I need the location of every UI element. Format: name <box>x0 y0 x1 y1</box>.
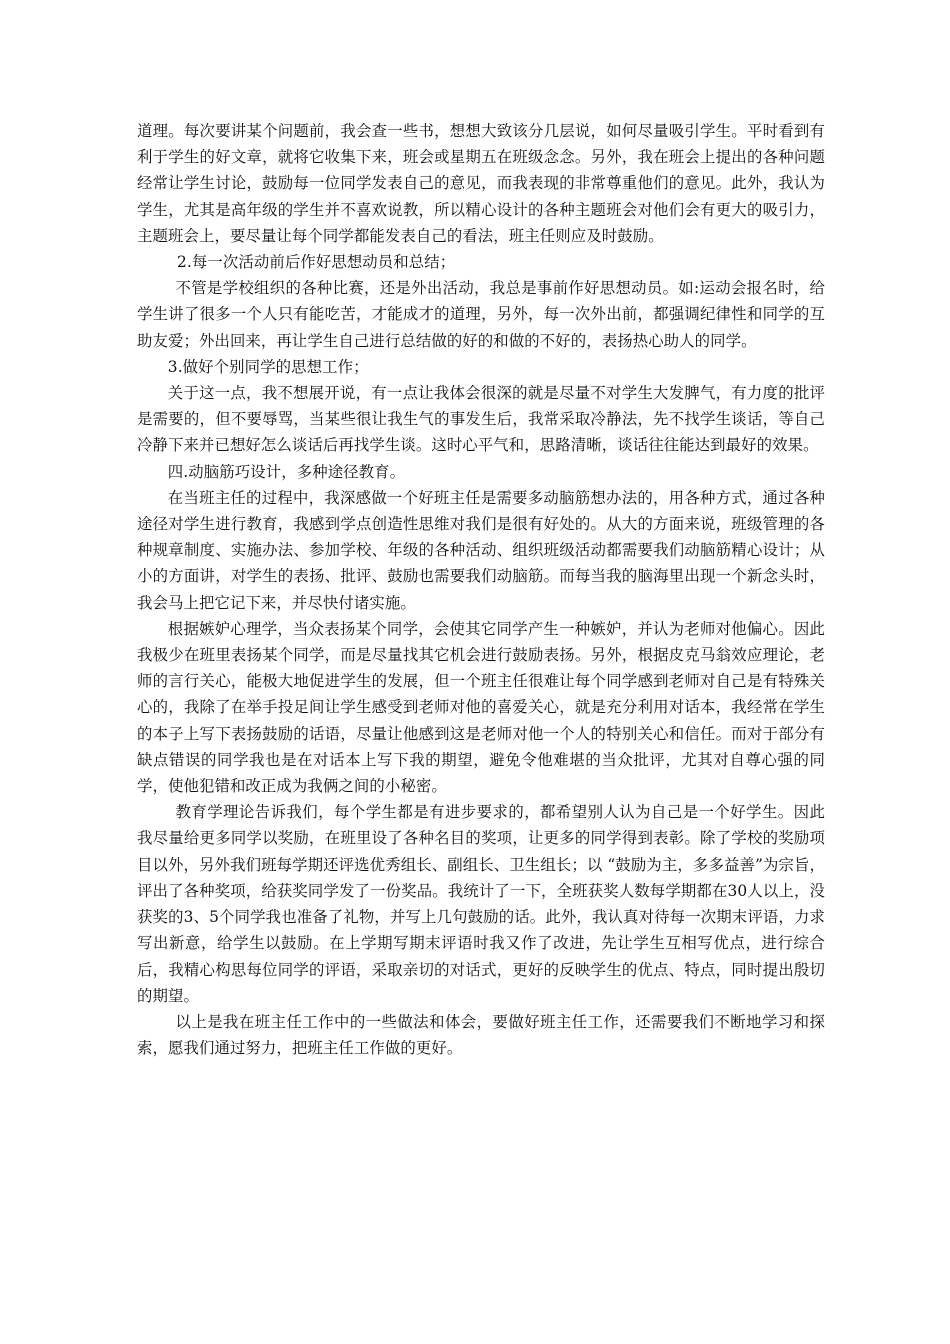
section-heading: 四.动脑筋巧设计，多种途径教育。 <box>167 462 406 481</box>
paragraph: 教育学理论告诉我们，每个学生都是有进步要求的，都希望别人认为自己是一个好学生。因此我尽量给更多同学以奖励，在班里设了各种名目的奖项，让更多的同学得到表彰。除了学校的奖励项目以外，另外我们班每学期还评选优秀组长、副组长、卫生组长；以 “鼓励为主，多多益善”为宗旨，评出了各种奖项，给获奖同学发了一份奖品。我统计了一下，全班获奖人数每学期都在30人以上，没获奖的3、5个同学我也准备了礼物，并写上几句鼓励的话。此外，我认真对待每一次期末评语，力求写出新意，给学生以鼓励。在上学期写期末评语时我又作了改进，先让学生互相写优点，进行综合后，我精心构思每位同学的评语，采取亲切的对话式，更好的反映学生的优点、特点，同时提出殷切的期望。 <box>137 803 825 1005</box>
paragraph: 道理。每次要讲某个问题前，我会查一些书，想想大致该分几层说，如何尽量吸引学生。平时看到有利于学生的好文章，就将它收集下来，班会或星期五在班级念念。另外，我在班会上提出的各种问题经常让学生讨论，鼓励每一位同学发表自己的意见，而我表现的非常尊重他们的意见。此外，我认为学生，尤其是高年级的学生并不喜欢说教，所以精心设计的各种主题班会对他们会有更大的吸引力，主题班会上，要尽量让每个同学都能发表自己的看法，班主任则应及时鼓励。 <box>137 122 825 245</box>
paragraph: 根据嫉妒心理学，当众表扬某个同学，会使其它同学产生一种嫉妒，并认为老师对他偏心。因此我极少在班里表扬某个同学，而是尽量找其它机会进行鼓励表扬。另外，根据皮克马翁效应理论，老师的言行关心，能极大地促进学生的发展，但一个班主任很难让每个同学感到老师对自己是有特殊关心的，我除了在举手投足间让学生感受到老师对他的喜爱关心，就是充分利用对话本，我经常在学生的本子上写下表扬鼓励的话语，尽量让他感到这是老师对他一个人的特别关心和信任。而对于部分有缺点错误的同学我也是在对话本上写下我的期望，避免令他难堪的当众批评，尤其对自尊心强的同学，使他犯错和改正成为我俩之间的小秘密。 <box>137 619 825 796</box>
subheading: 3.做好个别同学的思想工作； <box>167 357 369 376</box>
document-page <box>137 118 825 1061</box>
paragraph: 在当班主任的过程中，我深感做一个好班主任是需要多动脑筋想办法的，用各种方式，通过各种途径对学生进行教育，我感到学点创造性思维对我们是很有好处的。从大的方面来说，班级管理的各种规章制度、实施办法、参加学校、年级的各种活动、组织班级活动都需要我们动脑筋精心设计；从小的方面讲，对学生的表扬、批评、鼓励也需要我们动脑筋。而每当我的脑海里出现一个新念头时，我会马上把它记下来，并尽快付诸实施。 <box>137 488 825 612</box>
paragraph: 不管是学校组织的各种比赛，还是外出活动，我总是事前作好思想动员。如:运动会报名时，给学生讲了很多一个人只有能吃苦，才能成才的道理，另外，每一次外出前，都强调纪律性和同学的互助友爱；外出回来，再让学生自己进行总结做的好的和做的不好的，表扬热心助人的同学。 <box>137 279 825 350</box>
paragraph: 以上是我在班主任工作中的一些做法和体会，要做好班主任工作，还需要我们不断地学习和探索，愿我们通过努力，把班主任工作做的更好。 <box>137 1012 825 1058</box>
paragraph: 关于这一点，我不想展开说，有一点让我体会很深的就是尽量不对学生大发脾气，有力度的批评是需要的，但不要辱骂，当某些很让我生气的事发生后，我常采取冷静法，先不找学生谈话，等自己冷静下来并已想好怎么谈话后再找学生谈。这时心平气和，思路清晰，谈话往往能达到最好的效果。 <box>137 384 825 455</box>
subheading: 2.每一次活动前后作好思想动员和总结； <box>177 253 456 272</box>
